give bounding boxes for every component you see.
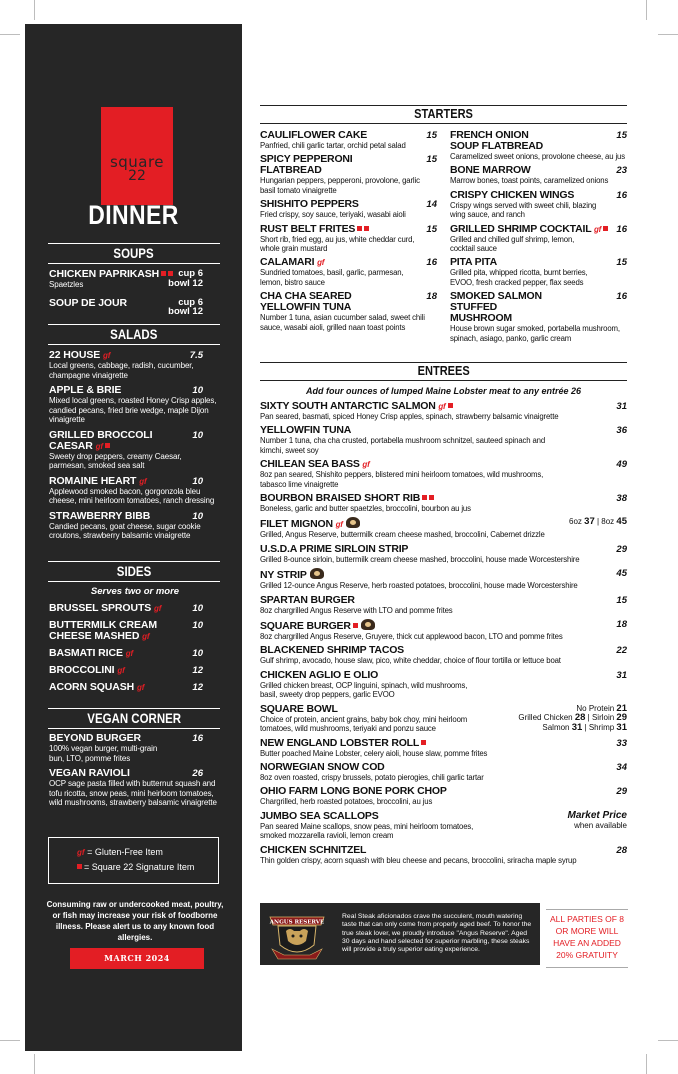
list-item — [49, 733, 227, 763]
item-name: SQUARE BURGER — [260, 620, 351, 633]
item-desc: Spaetzles — [49, 280, 84, 289]
item-name: BLACKENED SHRIMP TACOS — [260, 644, 404, 657]
item-desc: Boneless, garlic and butter spaetzles, broccolini, bourbon au jus — [260, 504, 471, 514]
item-price: 10 — [192, 510, 203, 522]
signature-icon — [429, 495, 434, 500]
item-price: 15 — [426, 130, 437, 141]
item-name: BRUSSEL SPROUTS — [49, 602, 152, 614]
crop-mark — [34, 1054, 35, 1074]
list-item — [49, 350, 227, 380]
item-desc: 8oz pan seared, Shishito peppers, blistered mini heirloom tomatoes, wild mushrooms, tabasco lime vinaigrette — [260, 470, 544, 489]
item-name: CAULIFLOWER CAKE — [260, 129, 368, 141]
item-name: BROCCOLINI — [49, 664, 115, 676]
menu-date: MARCH 2024 — [70, 948, 204, 969]
item-price: 10 — [192, 429, 203, 441]
item-name: SMOKED SALMON STUFFED MUSHROOM — [450, 290, 542, 325]
item-name: CHICKEN SCHNITZEL — [260, 843, 367, 856]
list-item — [49, 476, 227, 506]
item-desc: Number 1 tuna, cha cha crusted, portabella mushroom schnitzel, sauteed spinach and kimchi, sweet soy — [260, 436, 546, 455]
item-desc: Mixed local greens, roasted Honey Crisp apples, candied pecans, fried brie wedge, maple Dijon vinaigrette — [49, 396, 217, 424]
list-item — [49, 385, 227, 425]
item-price: 14 — [426, 199, 437, 211]
item-name: STRAWBERRY BIBB — [49, 509, 151, 522]
item-desc: Grilled 12-ounce Angus Reserve, herb roasted potatoes, broccolini, house made Worcestershire — [260, 581, 578, 591]
angus-reserve-description: Real Steak aficionados crave the succulent, mouth watering taste that can only come from properly aged beef. To honor the true steak lover, we proudly introduce "Angus Reserve". Aged 30 days and hand selected for superior marbling, these steaks will provide a truly superior eating experience. — [342, 913, 532, 954]
gf-tag: gf — [139, 476, 147, 486]
item-name: BASMATI RICE — [49, 647, 123, 659]
sides-heading: SIDES — [48, 561, 220, 582]
item-price: 36 — [616, 425, 627, 437]
soups-list — [49, 268, 227, 317]
item-name: CHILEAN SEA BASS — [260, 458, 360, 471]
list-item — [49, 603, 227, 614]
gf-tag: gf — [335, 520, 343, 530]
item-price: No Protein 21 Grilled Chicken 28 | Sirloin 29 Salmon 31 | Shrimp 31 — [518, 702, 627, 733]
crop-mark — [658, 34, 678, 35]
sidebar — [25, 24, 242, 1051]
crop-mark — [0, 1040, 20, 1041]
item-desc: 8oz chargrilled Angus Reserve, Gruyere, thick cut applewood bacon, LTO and pomme frites — [260, 632, 563, 642]
entrees-heading: ENTREES — [260, 362, 627, 381]
item-price: 16 — [616, 189, 627, 201]
list-item — [260, 738, 627, 758]
item-price: cup 6 bowl 12 — [168, 296, 203, 317]
signature-icon — [422, 495, 427, 500]
item-price: 10 — [192, 603, 203, 614]
item-name: GRILLED BROCCOLI CAESAR — [49, 428, 153, 452]
item-price: 34 — [616, 761, 627, 773]
list-item — [49, 682, 227, 693]
crop-mark — [646, 0, 647, 20]
signature-icon — [603, 226, 608, 231]
crop-mark — [646, 1054, 647, 1074]
list-item — [260, 257, 437, 287]
item-desc: Butter poached Maine Lobster, celery aioli, house slaw, pomme frites — [260, 748, 488, 758]
item-desc: Candied pecans, goat cheese, sugar cookie croutons, strawberry balsamic vinaigrette — [49, 521, 201, 540]
item-desc: Grilled pita, whipped ricotta, burnt berries, EVOO, fresh cracked pepper, flax seeds — [450, 268, 588, 287]
item-name: SHISHITO PEPPERS — [260, 198, 359, 211]
item-price: 29 — [616, 786, 627, 798]
angus-reserve-icon — [361, 619, 375, 630]
svg-text:ANGUS RESERVE: ANGUS RESERVE — [269, 919, 325, 926]
signature-icon — [364, 226, 369, 231]
item-price: 10 — [192, 648, 203, 659]
item-name: SPICY PEPPERONI FLATBREAD — [260, 153, 353, 177]
gf-tag: gf — [102, 351, 111, 360]
item-name: NY STRIP — [260, 569, 307, 582]
list-item — [49, 665, 227, 676]
item-price: 15 — [616, 594, 627, 606]
angus-reserve-banner — [260, 903, 540, 965]
gf-tag: gf — [154, 604, 162, 613]
list-item — [49, 430, 227, 471]
list-item — [260, 544, 627, 564]
list-item — [49, 296, 227, 317]
soups-heading: SOUPS — [48, 243, 220, 264]
item-desc: Grilled and chilled gulf shrimp, lemon, cocktail sauce — [450, 234, 575, 254]
list-item — [260, 130, 437, 150]
item-name: FILET MIGNON — [260, 518, 333, 531]
signature-icon — [357, 226, 362, 231]
item-name: U.S.D.A PRIME SIRLOIN STRIP — [260, 542, 409, 555]
item-name: GRILLED SHRIMP COCKTAIL — [450, 222, 592, 235]
item-name: YELLOWFIN TUNA — [260, 424, 352, 437]
crop-mark — [34, 0, 35, 20]
list-item — [260, 845, 627, 865]
crop-mark — [0, 34, 20, 35]
list-item — [260, 619, 627, 641]
list-item — [450, 257, 627, 287]
item-price: 45 — [616, 568, 627, 580]
item-price: 31 — [616, 401, 627, 412]
starters-heading: STARTERS — [260, 105, 627, 124]
item-price: 12 — [192, 682, 203, 693]
item-name: SIXTY SOUTH ANTARCTIC SALMON — [260, 400, 436, 412]
item-price: 16 — [616, 291, 627, 303]
item-price: 38 — [616, 493, 627, 505]
list-item — [260, 517, 627, 539]
item-price: 33 — [616, 737, 627, 749]
item-desc: Crispy wings served with sweet chili, blazing wing sauce, and ranch — [450, 200, 597, 220]
item-price: cup 6 bowl 12 — [168, 268, 203, 289]
item-name: JUMBO SEA SCALLOPS — [260, 809, 379, 822]
list-item — [260, 645, 627, 665]
item-price: 10 — [192, 620, 203, 631]
gf-tag: gf — [362, 460, 370, 470]
item-name: NORWEGIAN SNOW COD — [260, 760, 385, 773]
list-item — [49, 511, 227, 541]
signature-icon — [421, 740, 426, 745]
item-name: BUTTERMILK CREAM CHEESE MASHED — [49, 619, 158, 642]
item-name: FRENCH ONION SOUP FLATBREAD — [450, 129, 544, 152]
list-item — [260, 401, 627, 421]
logo-number: 22 — [128, 168, 146, 184]
item-price: 22 — [616, 645, 627, 657]
salads-list — [49, 350, 227, 546]
item-price: 18 — [426, 291, 437, 303]
gf-tag: gf — [142, 632, 150, 641]
item-desc: Short rib, fried egg, au jus, white cheddar curd, whole grain mustard — [260, 234, 415, 254]
item-desc: Pan seared Maine scallops, snow peas, mini heirloom tomatoes, smoked mozzarella ravioli, lemon cream — [260, 821, 474, 841]
item-price: 49 — [616, 459, 627, 471]
item-desc: Pan seared, basmati, spiced Honey Crisp apples, spinach, strawberry balsamic vinaigrette — [260, 412, 559, 421]
salads-heading: SALADS — [48, 324, 220, 345]
sides-subtitle: Serves two or more — [90, 586, 180, 597]
list-item — [260, 291, 437, 332]
list-item — [260, 154, 437, 195]
list-item — [260, 595, 627, 615]
signature-icon — [161, 271, 166, 276]
item-price: 7.5 — [189, 350, 203, 361]
item-desc: 8oz oven roasted, crispy brussels, potato pierogies, chili garlic tartar — [260, 772, 484, 782]
item-desc: Applewood smoked bacon, gorgonzola bleu cheese, mini heirloom tomatoes, ranch dressing — [49, 486, 215, 505]
list-item — [450, 130, 627, 161]
list-item — [450, 190, 627, 220]
item-name: CHA CHA SEARED YELLOWFIN TUNA — [260, 290, 352, 314]
page-title: DINNER — [88, 200, 179, 230]
item-desc: 100% vegan burger, multi-grain bun, LTO, pomme frites — [49, 744, 158, 763]
signature-icon — [77, 864, 82, 869]
list-item — [450, 165, 627, 185]
gf-tag: gf — [95, 441, 103, 451]
item-name: VEGAN RAVIOLI — [49, 767, 130, 779]
signature-icon — [105, 443, 110, 448]
item-name: NEW ENGLAND LOBSTER ROLL — [260, 736, 420, 749]
angus-reserve-icon — [346, 517, 360, 528]
item-desc: Choice of protein, ancient grains, baby bok choy, mini heirloom tomatoes, wild mushrooms, teriyaki and ponzu sauce — [260, 714, 468, 734]
item-name: OHIO FARM LONG BONE PORK CHOP — [260, 785, 447, 798]
legend-signature: = Square 22 Signature Item — [77, 860, 218, 874]
item-name: SQUARE BOWL — [260, 702, 338, 715]
square22-logo — [101, 107, 173, 205]
item-desc: Grilled chicken breast, OCP linguini, spinach, wild mushrooms, basil, sweety drop peppers, garlic EVOO — [260, 680, 468, 700]
item-name: ACORN SQUASH — [49, 681, 135, 693]
list-item — [260, 670, 627, 700]
list-item — [260, 493, 627, 513]
item-price: 15 — [616, 257, 627, 269]
list-item — [260, 704, 627, 734]
item-price: 12 — [192, 665, 203, 676]
item-price: 15 — [426, 154, 437, 166]
item-name: RUST BELT FRITES — [260, 222, 356, 235]
list-item — [49, 269, 227, 290]
item-price: 26 — [192, 768, 203, 779]
gf-tag: gf — [125, 649, 134, 658]
item-price: 28 — [616, 844, 627, 856]
gf-tag: gf — [117, 666, 125, 675]
list-item — [260, 762, 627, 782]
vegan-list — [49, 733, 227, 813]
item-name: CALAMARI — [260, 256, 315, 269]
item-price: 6oz 37 | 8oz 45 — [569, 516, 627, 528]
item-desc: Panfried, chili garlic tartar, orchid petal salad — [260, 141, 406, 150]
item-desc: Chargrilled, herb roasted potatoes, broccolini, au jus — [260, 797, 433, 807]
item-desc: Local greens, cabbage, radish, cucumber, champagne vinaigrette — [49, 361, 194, 380]
item-desc: Gulf shrimp, avocado, house slaw, pico, white cheddar, choice of flour tortilla or lettuce boat — [260, 656, 561, 666]
angus-reserve-icon — [310, 568, 324, 579]
starters-right-column — [450, 130, 627, 347]
item-name: BONE MARROW — [450, 164, 531, 177]
angus-reserve-logo — [266, 907, 328, 961]
signature-icon — [353, 623, 358, 628]
item-price: 23 — [616, 165, 627, 177]
item-name: BOURBON BRAISED SHORT RIB — [260, 492, 421, 505]
item-price: 10 — [192, 385, 203, 396]
item-price: 10 — [192, 475, 203, 487]
item-price: 15 — [426, 223, 437, 235]
entrees-list — [260, 401, 627, 869]
list-item — [260, 224, 437, 254]
item-name: CHICKEN PAPRIKASH — [49, 268, 160, 280]
item-name: CHICKEN AGLIO E OLIO — [260, 668, 379, 681]
item-price: 16 — [616, 223, 627, 235]
item-name: PITA PITA — [450, 256, 498, 269]
list-item — [260, 568, 627, 590]
item-desc: Number 1 tuna, asian cucumber salad, sweet chili sauce, wasabi aioli, grilled naan toast points — [260, 313, 425, 332]
item-desc: Caramelized sweet onions, provolone cheese, au jus — [450, 152, 625, 161]
item-name: APPLE & BRIE — [49, 384, 122, 396]
item-price: 15 — [616, 130, 627, 141]
item-price: 16 — [426, 257, 437, 269]
logo-word: square — [109, 153, 165, 171]
list-item — [49, 648, 227, 659]
item-name: BEYOND BURGER — [49, 732, 142, 744]
item-name: 22 HOUSE — [49, 349, 101, 361]
legend-gf: gf = Gluten-Free Item — [77, 847, 163, 857]
item-desc: Marrow bones, toast points, caramelized onions — [450, 176, 609, 186]
item-desc: Grilled, Angus Reserve, buttermilk cream cheese mashed, broccolini, Cabernet drizzle — [260, 530, 545, 540]
starters-left-column — [260, 130, 437, 336]
gf-tag: gf — [317, 258, 325, 268]
list-item — [260, 786, 627, 806]
list-item — [260, 199, 437, 219]
item-desc: Fried crispy, soy sauce, teriyaki, wasabi aioli — [260, 210, 406, 220]
list-item — [450, 224, 627, 254]
item-name: CRISPY CHICKEN WINGS — [450, 188, 575, 201]
item-desc: Sundried tomatoes, basil, garlic, parmesan, lemon, bistro sauce — [260, 268, 404, 287]
list-item — [260, 425, 627, 455]
item-desc: OCP sage pasta filled with butternut squash and tofu ricotta, snow peas, mini heirloom tomatoes, wild mushrooms, strawberry balsamic vinaigrette — [49, 779, 217, 807]
lobster-addon-note: Add four ounces of lumped Maine Lobster meat to any entrée 26 — [305, 386, 582, 396]
gf-tag: gf — [136, 683, 145, 692]
gratuity-notice: ALL PARTIES OF 8 OR MORE WILL HAVE AN ADDED 20% GRATUITY — [546, 909, 628, 968]
sides-list — [49, 586, 227, 698]
item-desc: House brown sugar smoked, portabella mushroom, spinach, asiago, panko, garlic cream — [450, 324, 620, 343]
list-item — [49, 620, 227, 642]
item-name: SOUP DE JOUR — [49, 296, 127, 309]
vegan-heading: VEGAN CORNER — [48, 708, 220, 729]
gf-tag: gf — [593, 224, 602, 234]
item-desc: Sweety drop peppers, creamy Caesar, parmesan, smoked sea salt — [49, 451, 182, 470]
item-price: 29 — [616, 543, 627, 555]
item-price: Market Price when available — [567, 809, 627, 830]
gf-tag: gf — [438, 402, 446, 411]
item-name: SPARTAN BURGER — [260, 593, 355, 606]
signature-icon — [448, 403, 453, 408]
list-item — [260, 459, 627, 489]
list-item — [49, 768, 227, 808]
crop-mark — [658, 1040, 678, 1041]
item-desc: Thin golden crispy, acorn squash with bleu cheese and pecans, broccolini, sriracha maple syrup — [260, 855, 577, 865]
list-item — [450, 291, 627, 343]
item-price: 16 — [192, 733, 203, 744]
item-desc: Grilled 8-ounce sirloin, buttermilk cream cheese mashed, broccolini, house made Worcestershire — [260, 554, 580, 564]
item-price: 31 — [616, 669, 627, 681]
list-item — [260, 811, 627, 841]
item-desc: Hungarian peppers, pepperoni, provolone, garlic basil tomato vinaigrette — [260, 176, 420, 195]
item-name: ROMAINE HEART — [49, 474, 137, 487]
item-price: 18 — [616, 619, 627, 631]
item-desc: 8oz chargrilled Angus Reserve with LTO and pomme frites — [260, 605, 453, 615]
legend-box — [48, 837, 219, 884]
allergy-warning: Consuming raw or undercooked meat, poultry, or fish may increase your risk of foodborne illness. Please alert us to any known food allergies. — [46, 900, 224, 942]
